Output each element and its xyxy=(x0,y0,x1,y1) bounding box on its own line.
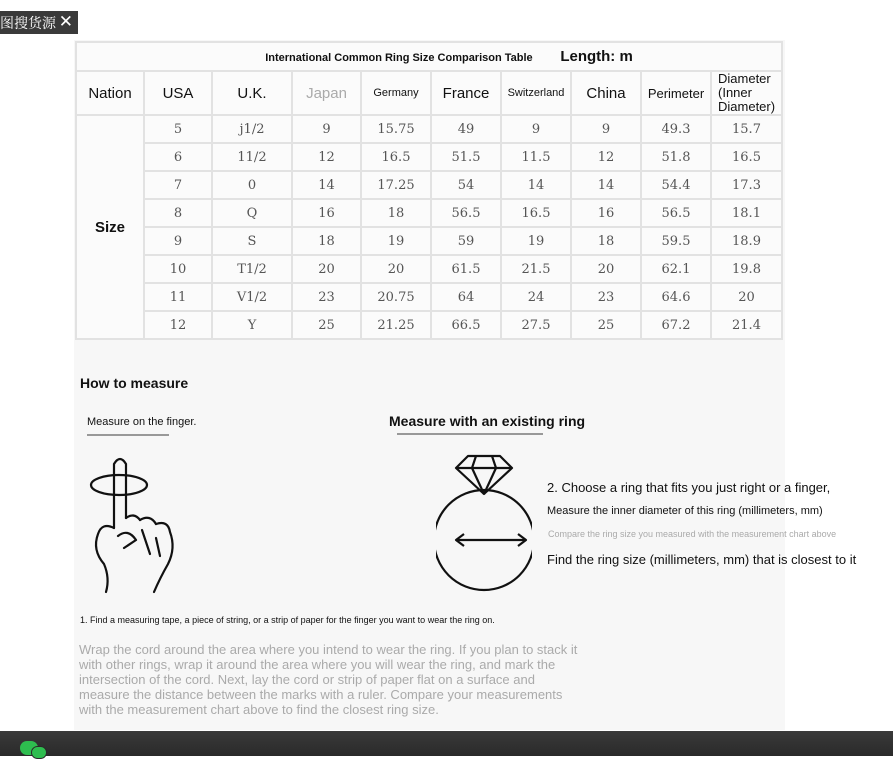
header-perimeter: Perimeter xyxy=(641,71,711,115)
table-cell: S xyxy=(212,227,292,255)
table-cell: 14 xyxy=(501,171,571,199)
finger-title: Measure on the finger. xyxy=(87,416,197,428)
table-cell: 15.75 xyxy=(361,115,431,143)
header-uk: U.K. xyxy=(212,71,292,115)
table-cell: 17.25 xyxy=(361,171,431,199)
step2-line3: Compare the ring size you measured with the measurement chart above xyxy=(548,529,837,539)
table-cell: 21.4 xyxy=(711,311,782,339)
step2-line2: Measure the inner diameter of this ring (millimeters, mm) xyxy=(547,505,823,517)
table-row xyxy=(76,311,782,339)
table-cell: 67.2 xyxy=(641,311,711,339)
table-cell: V1/2 xyxy=(212,283,292,311)
table-cell: 51.8 xyxy=(641,143,711,171)
table-cell: 16.5 xyxy=(711,143,782,171)
ring-size-table xyxy=(75,41,783,340)
table-cell: 24 xyxy=(501,283,571,311)
table-row xyxy=(76,115,782,143)
table-cell: 49.3 xyxy=(641,115,711,143)
table-cell: 54.4 xyxy=(641,171,711,199)
close-icon[interactable]: ✕ xyxy=(58,12,73,31)
table-cell: 62.1 xyxy=(641,255,711,283)
table-cell: 18 xyxy=(571,227,641,255)
table-row xyxy=(76,199,782,227)
table-cell: 10 xyxy=(144,255,212,283)
table-cell: 66.5 xyxy=(431,311,501,339)
table-cell: 59.5 xyxy=(641,227,711,255)
table-cell: 12 xyxy=(292,143,361,171)
table-cell: 14 xyxy=(292,171,361,199)
table-cell: 0 xyxy=(212,171,292,199)
table-row xyxy=(76,255,782,283)
step1-text: 1. Find a measuring tape, a piece of string, or a strip of paper for the finger you want to wear the ring on. xyxy=(80,615,495,625)
table-cell: 12 xyxy=(144,311,212,339)
table-cell: 7 xyxy=(144,171,212,199)
table-cell: 64.6 xyxy=(641,283,711,311)
table-cell: 59 xyxy=(431,227,501,255)
table-row xyxy=(76,143,782,171)
table-cell: 5 xyxy=(144,115,212,143)
table-cell: 51.5 xyxy=(431,143,501,171)
table-row xyxy=(76,227,782,255)
table-cell: 9 xyxy=(144,227,212,255)
header-diameter: Diameter (Inner Diameter) xyxy=(711,71,782,115)
table-cell: 21.25 xyxy=(361,311,431,339)
table-cell: T1/2 xyxy=(212,255,292,283)
table-cell: 56.5 xyxy=(431,199,501,227)
table-cell: 20 xyxy=(292,255,361,283)
table-cell: 18 xyxy=(361,199,431,227)
header-france: France xyxy=(431,71,501,115)
table-cell: 54 xyxy=(431,171,501,199)
table-cell: 64 xyxy=(431,283,501,311)
table-cell: 61.5 xyxy=(431,255,501,283)
table-cell: 56.5 xyxy=(641,199,711,227)
header-usa: USA xyxy=(144,71,212,115)
header-japan: Japan xyxy=(292,71,361,115)
wechat-bubble-icon[interactable] xyxy=(31,746,47,759)
table-cell: 23 xyxy=(571,283,641,311)
ring-title-underline xyxy=(397,433,543,435)
table-cell: 16.5 xyxy=(501,199,571,227)
table-cell: 9 xyxy=(501,115,571,143)
table-cell: 11 xyxy=(144,283,212,311)
table-header-row xyxy=(76,71,782,115)
table-cell: 18.9 xyxy=(711,227,782,255)
bottom-bar xyxy=(0,731,893,756)
table-cell: 9 xyxy=(571,115,641,143)
table-unit: Length: m xyxy=(560,48,633,65)
finger-wrap-icon xyxy=(84,452,190,596)
table-cell: 19 xyxy=(361,227,431,255)
image-search-label[interactable]: 图搜货源 xyxy=(0,14,56,31)
table-cell: 21.5 xyxy=(501,255,571,283)
table-row xyxy=(76,283,782,311)
header-nation: Nation xyxy=(76,71,144,115)
table-cell: 16 xyxy=(571,199,641,227)
table-row xyxy=(76,171,782,199)
table-cell: 27.5 xyxy=(501,311,571,339)
table-cell: Y xyxy=(212,311,292,339)
table-cell: 6 xyxy=(144,143,212,171)
table-cell: 20 xyxy=(361,255,431,283)
table-cell: 18 xyxy=(292,227,361,255)
table-cell: 16 xyxy=(292,199,361,227)
table-cell: 8 xyxy=(144,199,212,227)
table-cell: 20 xyxy=(711,283,782,311)
ring-title: Measure with an existing ring xyxy=(389,413,586,429)
image-search-bar[interactable] xyxy=(0,11,78,34)
table-cell: 12 xyxy=(571,143,641,171)
measure-instructions: Wrap the cord around the area where you intend to wear the ring. If you plan to stack it with other rings, wrap it around the area where you will wear the ring, and mark the intersection of the cord. Next, lay the cord or strip of paper flat on a surface and measure the distance between the marks with a ruler. Compare your measurements with the measurement chart above to find the closest ring size. xyxy=(79,642,578,717)
table-cell: 11.5 xyxy=(501,143,571,171)
table-cell: 20.75 xyxy=(361,283,431,311)
header-switzerland: Switzerland xyxy=(501,71,571,115)
table-cell: 19.8 xyxy=(711,255,782,283)
finger-title-underline xyxy=(87,434,169,436)
table-title: International Common Ring Size Comparison Table xyxy=(265,52,533,64)
table-cell: 18.1 xyxy=(711,199,782,227)
header-china: China xyxy=(571,71,641,115)
size-label: Size xyxy=(76,115,144,339)
table-cell: 14 xyxy=(571,171,641,199)
table-cell: 17.3 xyxy=(711,171,782,199)
table-cell: Q xyxy=(212,199,292,227)
step2-line4: Find the ring size (millimeters, mm) that is closest to it xyxy=(547,552,857,567)
table-title-cell xyxy=(76,42,782,71)
table-cell: 9 xyxy=(292,115,361,143)
table-cell: 20 xyxy=(571,255,641,283)
table-cell: 23 xyxy=(292,283,361,311)
step2-line1: 2. Choose a ring that fits you just right or a finger, xyxy=(547,480,831,495)
table-body xyxy=(76,115,782,339)
table-cell: 25 xyxy=(292,311,361,339)
table-cell: 25 xyxy=(571,311,641,339)
table-cell: 49 xyxy=(431,115,501,143)
table-title-row xyxy=(76,42,782,71)
table-cell: 16.5 xyxy=(361,143,431,171)
table-cell: 11/2 xyxy=(212,143,292,171)
header-germany: Germany xyxy=(361,71,431,115)
table-cell: 15.7 xyxy=(711,115,782,143)
ring-icon xyxy=(436,452,532,594)
table-cell: 19 xyxy=(501,227,571,255)
table-cell: j1/2 xyxy=(212,115,292,143)
howto-heading: How to measure xyxy=(80,375,189,391)
